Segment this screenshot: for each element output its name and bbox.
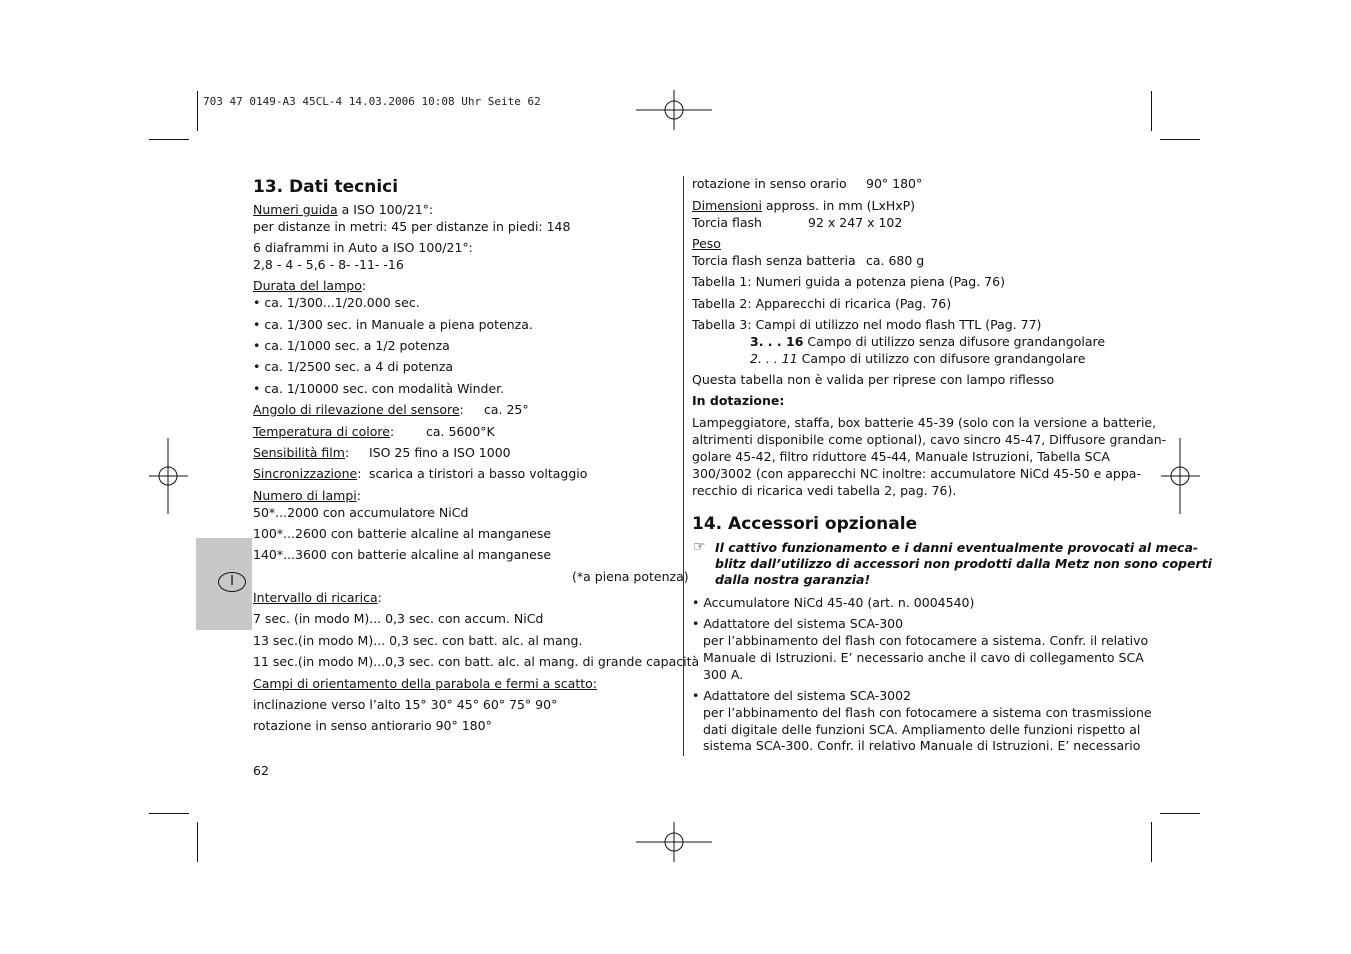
color-temp-row — [253, 423, 394, 440]
section-heading-accessories: 14. Accessori opzionale — [692, 514, 918, 534]
hand-pointer-icon: ☞ — [693, 539, 706, 555]
list-item: • ca. 1/1000 sec. a 1/2 potenza — [253, 338, 450, 353]
table-note: Questa tabella non è valida per riprese con lampo riflesso — [692, 372, 1055, 387]
aperture-line-2: 2,8 - 4 - 5,6 - 8- -11- -16 — [253, 257, 404, 272]
table-3-line: Tabella 3: Campi di utilizzo nel modo flash TTL (Pag. 77) — [692, 317, 1042, 332]
flash-duration-colon: : — [361, 278, 367, 293]
list-item: • ca. 1/300 sec. in Manuale a piena potenza. — [253, 317, 533, 332]
registration-mark-right — [1161, 438, 1200, 514]
list-item: 100*...2600 con batterie alcaline al manganese — [253, 526, 552, 541]
registration-mark-bottom — [636, 822, 712, 862]
dimensions-rest: appross. in mm (LxHxP) — [761, 198, 916, 213]
list-item: 13 sec.(in modo M)... 0,3 sec. con batt. alc. al mang. — [253, 633, 583, 648]
warning-line: Il cattivo funzionamento e i danni eventualmente provocati al meca- — [715, 540, 1199, 555]
recharge-colon: : — [377, 590, 382, 605]
tilt-line: inclinazione verso l’alto 15° 30° 45° 60° 75° 90° — [253, 697, 558, 712]
reflector-heading: Campi di orientamento della parabola e fermi a scatto: — [253, 676, 597, 691]
accessory-item-sca3002: • Adattatore del sistema SCA-3002 — [692, 688, 912, 703]
flash-duration-heading — [253, 277, 366, 294]
list-item: Lampeggiatore, staffa, box batterie 45-39 (solo con la versione a batterie, — [692, 415, 1157, 430]
accessory-item-sca300: • Adattatore del sistema SCA-300 — [692, 616, 904, 631]
list-item: • ca. 1/2500 sec. a 4 di potenza — [253, 359, 454, 374]
range-without-diffuser — [750, 333, 1105, 350]
sensor-angle-colon: : — [459, 402, 464, 417]
list-item: 140*...3600 con batterie alcaline al manganese — [253, 547, 552, 562]
aperture-line-1: 6 diaframmi in Auto a ISO 100/21°: — [253, 240, 473, 255]
color-temp-colon: : — [389, 424, 395, 439]
guide-number-distances: per distanze in metri: 45 per distanze in piedi: 148 — [253, 219, 571, 234]
flash-duration-label: Durata del lampo — [253, 278, 362, 293]
weight-label: Peso — [692, 236, 721, 251]
supplied-heading: In dotazione: — [692, 393, 785, 408]
sensor-angle-label: Angolo di rilevazione del sensore — [253, 402, 460, 417]
ccw-rotation-line: rotazione in senso antiorario 90° 180° — [253, 718, 492, 733]
warning-line: dalla nostra garanzia! — [715, 572, 871, 587]
sensor-angle-row — [253, 401, 464, 418]
section-heading-technical-data: 13. Dati tecnici — [253, 177, 399, 197]
list-item: sistema SCA-300. Confr. il relativo Manuale di Istruzioni. E’ necessario — [703, 738, 1141, 753]
list-item: 11 sec.(in modo M)...0,3 sec. con batt. alc. al mang. di grande capacità — [253, 654, 700, 669]
film-sensitivity-colon: : — [344, 445, 350, 460]
list-item: • ca. 1/300...1/20.000 sec. — [253, 295, 420, 310]
dimensions-line — [692, 197, 915, 214]
list-item: altrimenti disponibile come optional), cavo sincro 45-47, Diffusore grandan- — [692, 432, 1167, 447]
film-sensitivity-value: ISO 25 fino a ISO 1000 — [369, 445, 511, 460]
table-1-line: Tabella 1: Numeri guida a potenza piena (Pag. 76) — [692, 274, 1005, 289]
torch-dimensions-value: 92 x 247 x 102 — [808, 215, 903, 230]
weight-value: ca. 680 g — [866, 253, 925, 268]
range-with-diffuser — [750, 350, 1085, 367]
print-info-header: 703 47 0149-A3 45CL-4 14.03.2006 10:08 Uhr Seite 62 — [203, 95, 541, 108]
cw-rotation-label: rotazione in senso orario — [692, 176, 847, 191]
guide-number-label: Numeri guida — [253, 202, 338, 217]
flash-count-label: Numero di lampi — [253, 488, 357, 503]
film-sensitivity-label: Sensibilità film — [253, 445, 345, 460]
language-tab-letter: I — [218, 572, 246, 592]
torch-label: Torcia flash — [692, 215, 762, 230]
list-item: golare 45-42, filtro riduttore 45-44, Manuale Istruzioni, Tabella SCA — [692, 449, 1110, 464]
registration-mark-left — [149, 438, 188, 514]
page-number: 62 — [253, 763, 269, 778]
range-2-number: 2. . . 11 — [750, 351, 798, 366]
registration-mark-top — [636, 90, 712, 130]
range-2-text: Campo di utilizzo con difusore grandangolare — [797, 351, 1086, 366]
weight-line-label: Torcia flash senza batteria — [692, 253, 856, 268]
sync-value: scarica a tiristori a basso voltaggio — [369, 466, 588, 481]
list-item: • ca. 1/10000 sec. con modalità Winder. — [253, 381, 505, 396]
list-item: per l’abbinamento del flash con fotocamere a sistema. Confr. il relativo — [703, 633, 1149, 648]
list-item: dati digitale delle funzioni SCA. Ampliamento delle funzioni rispetto al — [703, 722, 1141, 737]
recharge-heading — [253, 589, 382, 606]
sync-label: Sincronizzazione — [253, 466, 358, 481]
recharge-label: Intervallo di ricarica — [253, 590, 378, 605]
range-1-number: 3. . . 16 — [750, 334, 804, 349]
warning-line: blitz dall’utilizzo di accessori non prodotti dalla Metz non sono coperti — [715, 556, 1212, 571]
sync-colon: : — [357, 466, 362, 481]
color-temp-value: ca. 5600°K — [426, 424, 495, 439]
full-power-note: (*a piena potenza) — [572, 569, 689, 584]
list-item: 50*...2000 con accumulatore NiCd — [253, 505, 469, 520]
table-2-line: Tabella 2: Apparecchi di ricarica (Pag. 76) — [692, 296, 952, 311]
sensor-angle-value: ca. 25° — [484, 402, 529, 417]
list-item: 300/3002 (con apparecchi NC inoltre: accumulatore NiCd 45-50 e appa- — [692, 466, 1141, 481]
list-item: per l’abbinamento del flash con fotocamere a sistema con trasmissione — [703, 705, 1152, 720]
film-sensitivity-row — [253, 444, 349, 461]
cw-rotation-value: 90° 180° — [866, 176, 923, 191]
accessory-item-battery: • Accumulatore NiCd 45-40 (art. n. 0004540) — [692, 595, 975, 610]
list-item: 7 sec. (in modo M)... 0,3 sec. con accum. NiCd — [253, 611, 544, 626]
guide-number-rest: a ISO 100/21°: — [337, 202, 434, 217]
list-item: 300 A. — [703, 667, 744, 682]
list-item: Manuale di Istruzioni. E’ necessario anche il cavo di collegamento SCA — [703, 650, 1144, 665]
sync-row — [253, 465, 361, 482]
list-item: recchio di ricarica vedi tabella 2, pag. 76). — [692, 483, 957, 498]
flash-count-heading — [253, 487, 361, 504]
range-1-text: Campo di utilizzo senza difusore grandangolare — [803, 334, 1106, 349]
dimensions-label: Dimensioni — [692, 198, 762, 213]
guide-number-line — [253, 201, 433, 218]
color-temp-label: Temperatura di colore — [253, 424, 390, 439]
flash-count-colon: : — [356, 488, 361, 503]
